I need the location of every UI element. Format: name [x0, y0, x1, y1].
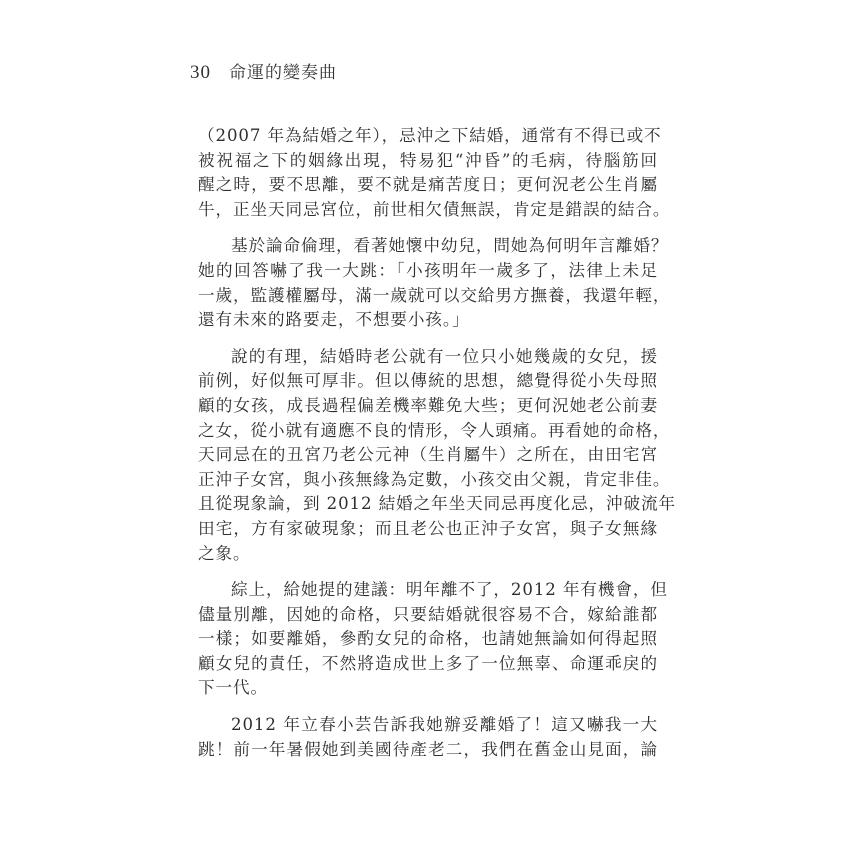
paragraph-4 [198, 578, 668, 701]
text-line: 跳！前一年暑假她到美國待產老二，我們在舊金山見面，論 [198, 739, 658, 759]
text-line: 下一代。 [198, 678, 268, 698]
text-line: 一歲，監護權屬母，滿一歲就可以交給男方撫養，我還年輕， [198, 285, 671, 305]
text-line: 一樣；如要離婚，參酌女兒的命格，也請她無論如何得起照 [198, 629, 658, 649]
text-line: 說的有理，結婚時老公就有一位只小她幾歲的女兒，援 [231, 346, 658, 366]
text-line: 2012 年立春小芸告訴我她辦妥離婚了！這又嚇我一大 [231, 715, 658, 735]
text-line: 田宅，方有家破現象；而且老公也正沖子女宮，與子女無緣 [198, 518, 658, 538]
book-title: 命運的變奏曲 [229, 63, 337, 83]
text-line: 儘量別離，因她的命格，只要結婚就很容易不合，嫁給誰都 [198, 604, 658, 624]
paragraph-5 [198, 713, 658, 762]
text-line: 正沖子女宮，與小孩無緣為定數，小孩交由父親，肯定非佳。 [198, 469, 671, 489]
text-line: 基於論命倫理，看著她懷中幼兒，問她為何明年言離婚？ [231, 236, 669, 256]
paragraph-2 [198, 234, 671, 332]
running-head [190, 61, 337, 85]
text-line: （2007 年為結婚之年），忌沖之下結婚，通常有不得已或不 [198, 126, 662, 145]
text-line: 醒之時，要不思離，要不就是痛苦度日；更何況老公生肖屬 [198, 175, 658, 195]
text-line: 之女，從小就有適應不良的情形，令人頭痛。再看她的命格， [198, 420, 671, 440]
paragraph-3 [198, 345, 677, 566]
text-line: 還有未來的路要走，不想要小孩。」 [198, 310, 470, 330]
body-text [198, 124, 677, 762]
text-line: 顧的女孩，成長過程偏差機率難免大些；更何況她老公前妻 [198, 395, 658, 415]
text-line: 前例，好似無可厚非。但以傳統的思想，總覺得從小失母照 [198, 371, 658, 391]
text-line: 牛，正坐天同忌宮位，前世相欠債無誤，肯定是錯誤的結合。 [198, 199, 671, 219]
page-number: 30 [190, 62, 211, 83]
text-line: 之象。 [198, 543, 251, 563]
paragraph-1 [198, 124, 671, 222]
text-line: 綜上，給她提的建議：明年離不了，2012 年有機會，但 [231, 580, 668, 600]
text-line: 天同忌在的丑宮乃老公元神（生肖屬牛）之所在，由田宅宮 [198, 445, 658, 465]
text-line: 被祝福之下的姻緣出現，特易犯“沖昏”的毛病，待腦筋回 [198, 150, 658, 170]
text-line: 她的回答嚇了我一大跳：「小孩明年一歲多了，法律上未足 [198, 260, 658, 280]
text-line: 顧女兒的責任，不然將造成世上多了一位無辜、命運乖戾的 [198, 653, 658, 673]
text-line: 且從現象論，到 2012 結婚之年坐天同忌再度化忌，沖破流年 [198, 494, 677, 514]
